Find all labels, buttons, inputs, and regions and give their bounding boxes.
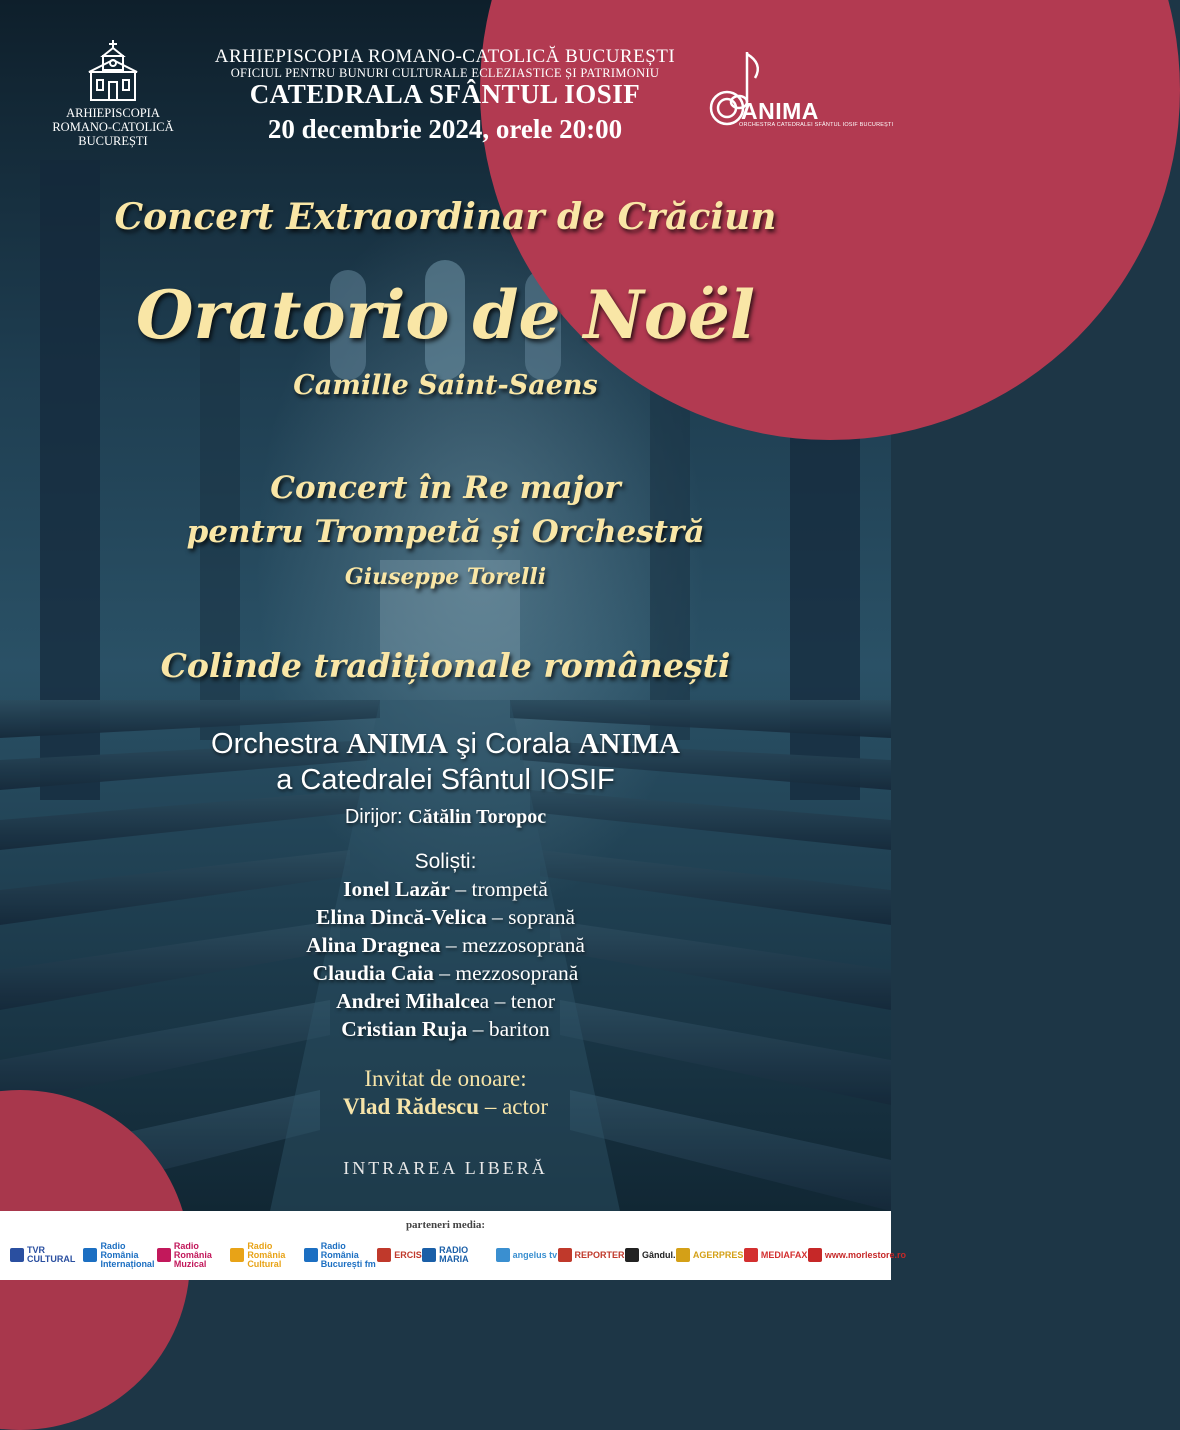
- work-2-line-1: Concert în Re major: [270, 470, 621, 506]
- guest-line: [0, 1094, 891, 1120]
- soloist-role: – bariton: [467, 1017, 550, 1041]
- partner-name: REPORTER: [574, 1249, 625, 1260]
- conductor-name: Cătălin Toropoc: [408, 806, 547, 828]
- cathedral-line: a Catedralei Sfântul IOSIF: [276, 764, 615, 796]
- composer-1: Camille Saint-Saens: [293, 370, 598, 401]
- work-2-line-2: pentru Trompetă și Orchestră: [186, 514, 705, 550]
- partner-name: MEDIAFAX: [760, 1249, 808, 1260]
- partner-logo: [676, 1248, 744, 1262]
- partner-mark-icon: [83, 1248, 97, 1262]
- partner-name: www.morlestore.ro: [824, 1249, 907, 1260]
- soloist-role: – mezzosoprană: [440, 933, 585, 957]
- partner-logo: [157, 1242, 230, 1269]
- orchestra-name: ANIMA: [346, 728, 448, 760]
- partner-logo: [625, 1248, 676, 1262]
- choir-prefix: şi Corala: [447, 728, 579, 760]
- partner-name: RADIO MARIA: [439, 1245, 469, 1264]
- soloist-row: [0, 989, 891, 1014]
- partner-mark-icon: [157, 1248, 171, 1262]
- concert-title: Concert Extraordinar de Crăciun: [114, 196, 777, 238]
- partner-logo: [422, 1246, 495, 1264]
- main-title: Oratorio de Noël: [136, 276, 755, 354]
- soloist-name: Cristian Ruja: [341, 1017, 468, 1041]
- partner-mark-icon: [744, 1248, 758, 1262]
- soloist-name: Andrei Mihalce: [336, 989, 480, 1013]
- partner-logo: [744, 1248, 808, 1262]
- partner-logo: [558, 1248, 625, 1262]
- soloists-label: Soliști:: [414, 850, 477, 873]
- partner-logo: [377, 1248, 422, 1262]
- caption-line: BUCUREȘTI: [78, 134, 148, 148]
- partner-mark-icon: [422, 1248, 436, 1262]
- partner-logo: [808, 1248, 907, 1262]
- header-date: 20 decembrie 2024, orele 20:00: [267, 114, 623, 144]
- soloist-role: – mezzosoprană: [433, 961, 579, 985]
- anima-logo-word: ANIMA: [741, 98, 819, 124]
- partner-logo: [10, 1246, 83, 1264]
- partner-name: Radio România Muzical: [173, 1240, 212, 1269]
- partner-name: Radio România București fm: [320, 1240, 376, 1269]
- partner-name: TVR CULTURAL: [27, 1245, 76, 1264]
- composer-2: Giuseppe Torelli: [344, 564, 547, 590]
- orchestra-prefix: Orchestra: [211, 728, 347, 760]
- soloist-row: [0, 961, 891, 986]
- partner-mark-icon: [377, 1248, 391, 1262]
- partner-logo: [304, 1242, 377, 1269]
- soloist-role: – tenor: [489, 989, 555, 1013]
- partner-mark-icon: [230, 1248, 244, 1262]
- caption-line: ROMANO-CATOLICĂ: [52, 120, 174, 134]
- partner-logo: [83, 1242, 156, 1269]
- soloist-name-tail: a: [479, 989, 490, 1013]
- guest-role: – actor: [479, 1094, 549, 1119]
- media-partners-footer: [0, 1211, 907, 1280]
- guest-label: Invitat de onoare:: [364, 1066, 527, 1091]
- partner-logo: [230, 1242, 303, 1269]
- conductor-label: Dirijor:: [344, 806, 409, 828]
- partner-mark-icon: [558, 1248, 572, 1262]
- caption-line: ARHIEPISCOPIA: [66, 106, 160, 120]
- partner-name: AGERPRES: [692, 1249, 744, 1260]
- soloist-name: Claudia Caia: [312, 961, 434, 985]
- soloist-row: [0, 905, 891, 930]
- partners-row: [10, 1235, 907, 1275]
- soloist-name: Alina Dragnea: [306, 933, 441, 957]
- anima-logo-subtitle: ORCHESTRA CATEDRALEI SFÂNTUL IOSIF BUCUREȘTI: [739, 122, 894, 128]
- soloist-row: [0, 933, 891, 958]
- header-archdiocese: ARHIEPISCOPIA ROMANO-CATOLICĂ BUCUREȘTI: [214, 46, 676, 67]
- partner-name: Gândul.: [641, 1249, 676, 1260]
- orchestra-line: [0, 728, 891, 761]
- work-3: Colinde tradiționale românești: [160, 646, 731, 685]
- partner-mark-icon: [625, 1248, 639, 1262]
- cathedral-icon: [85, 38, 141, 102]
- partner-name: Radio România Internațional: [100, 1240, 155, 1269]
- partner-mark-icon: [496, 1248, 510, 1262]
- soloist-row: [0, 1017, 891, 1042]
- guest-name: Vlad Rădescu: [342, 1094, 480, 1119]
- partners-label: parteneri media:: [405, 1219, 486, 1231]
- partner-mark-icon: [676, 1248, 690, 1262]
- partner-mark-icon: [304, 1248, 318, 1262]
- choir-name: ANIMA: [578, 728, 680, 760]
- soloist-name: Elina Dincă-Velica: [316, 905, 487, 929]
- partner-mark-icon: [10, 1248, 24, 1262]
- header-venue: CATEDRALA SFÂNTUL IOSIF: [249, 79, 641, 109]
- partner-name: angelus tv: [512, 1249, 558, 1260]
- admission-note: INTRAREA LIBERĂ: [343, 1158, 548, 1178]
- soloist-name: Ionel Lazăr: [343, 877, 450, 901]
- partner-name: Radio România Cultural: [247, 1240, 286, 1269]
- partner-mark-icon: [808, 1248, 822, 1262]
- partner-name: ERCIS: [394, 1249, 422, 1260]
- soloist-role: – trompetă: [449, 877, 548, 901]
- conductor-line: [0, 806, 891, 829]
- partner-logo: [496, 1248, 558, 1262]
- soloist-role: – soprană: [486, 905, 575, 929]
- header-office: OFICIUL PENTRU BUNURI CULTURALE ECLEZIASTICE ȘI PATRIMONIU: [230, 66, 660, 80]
- soloist-row: [0, 877, 891, 902]
